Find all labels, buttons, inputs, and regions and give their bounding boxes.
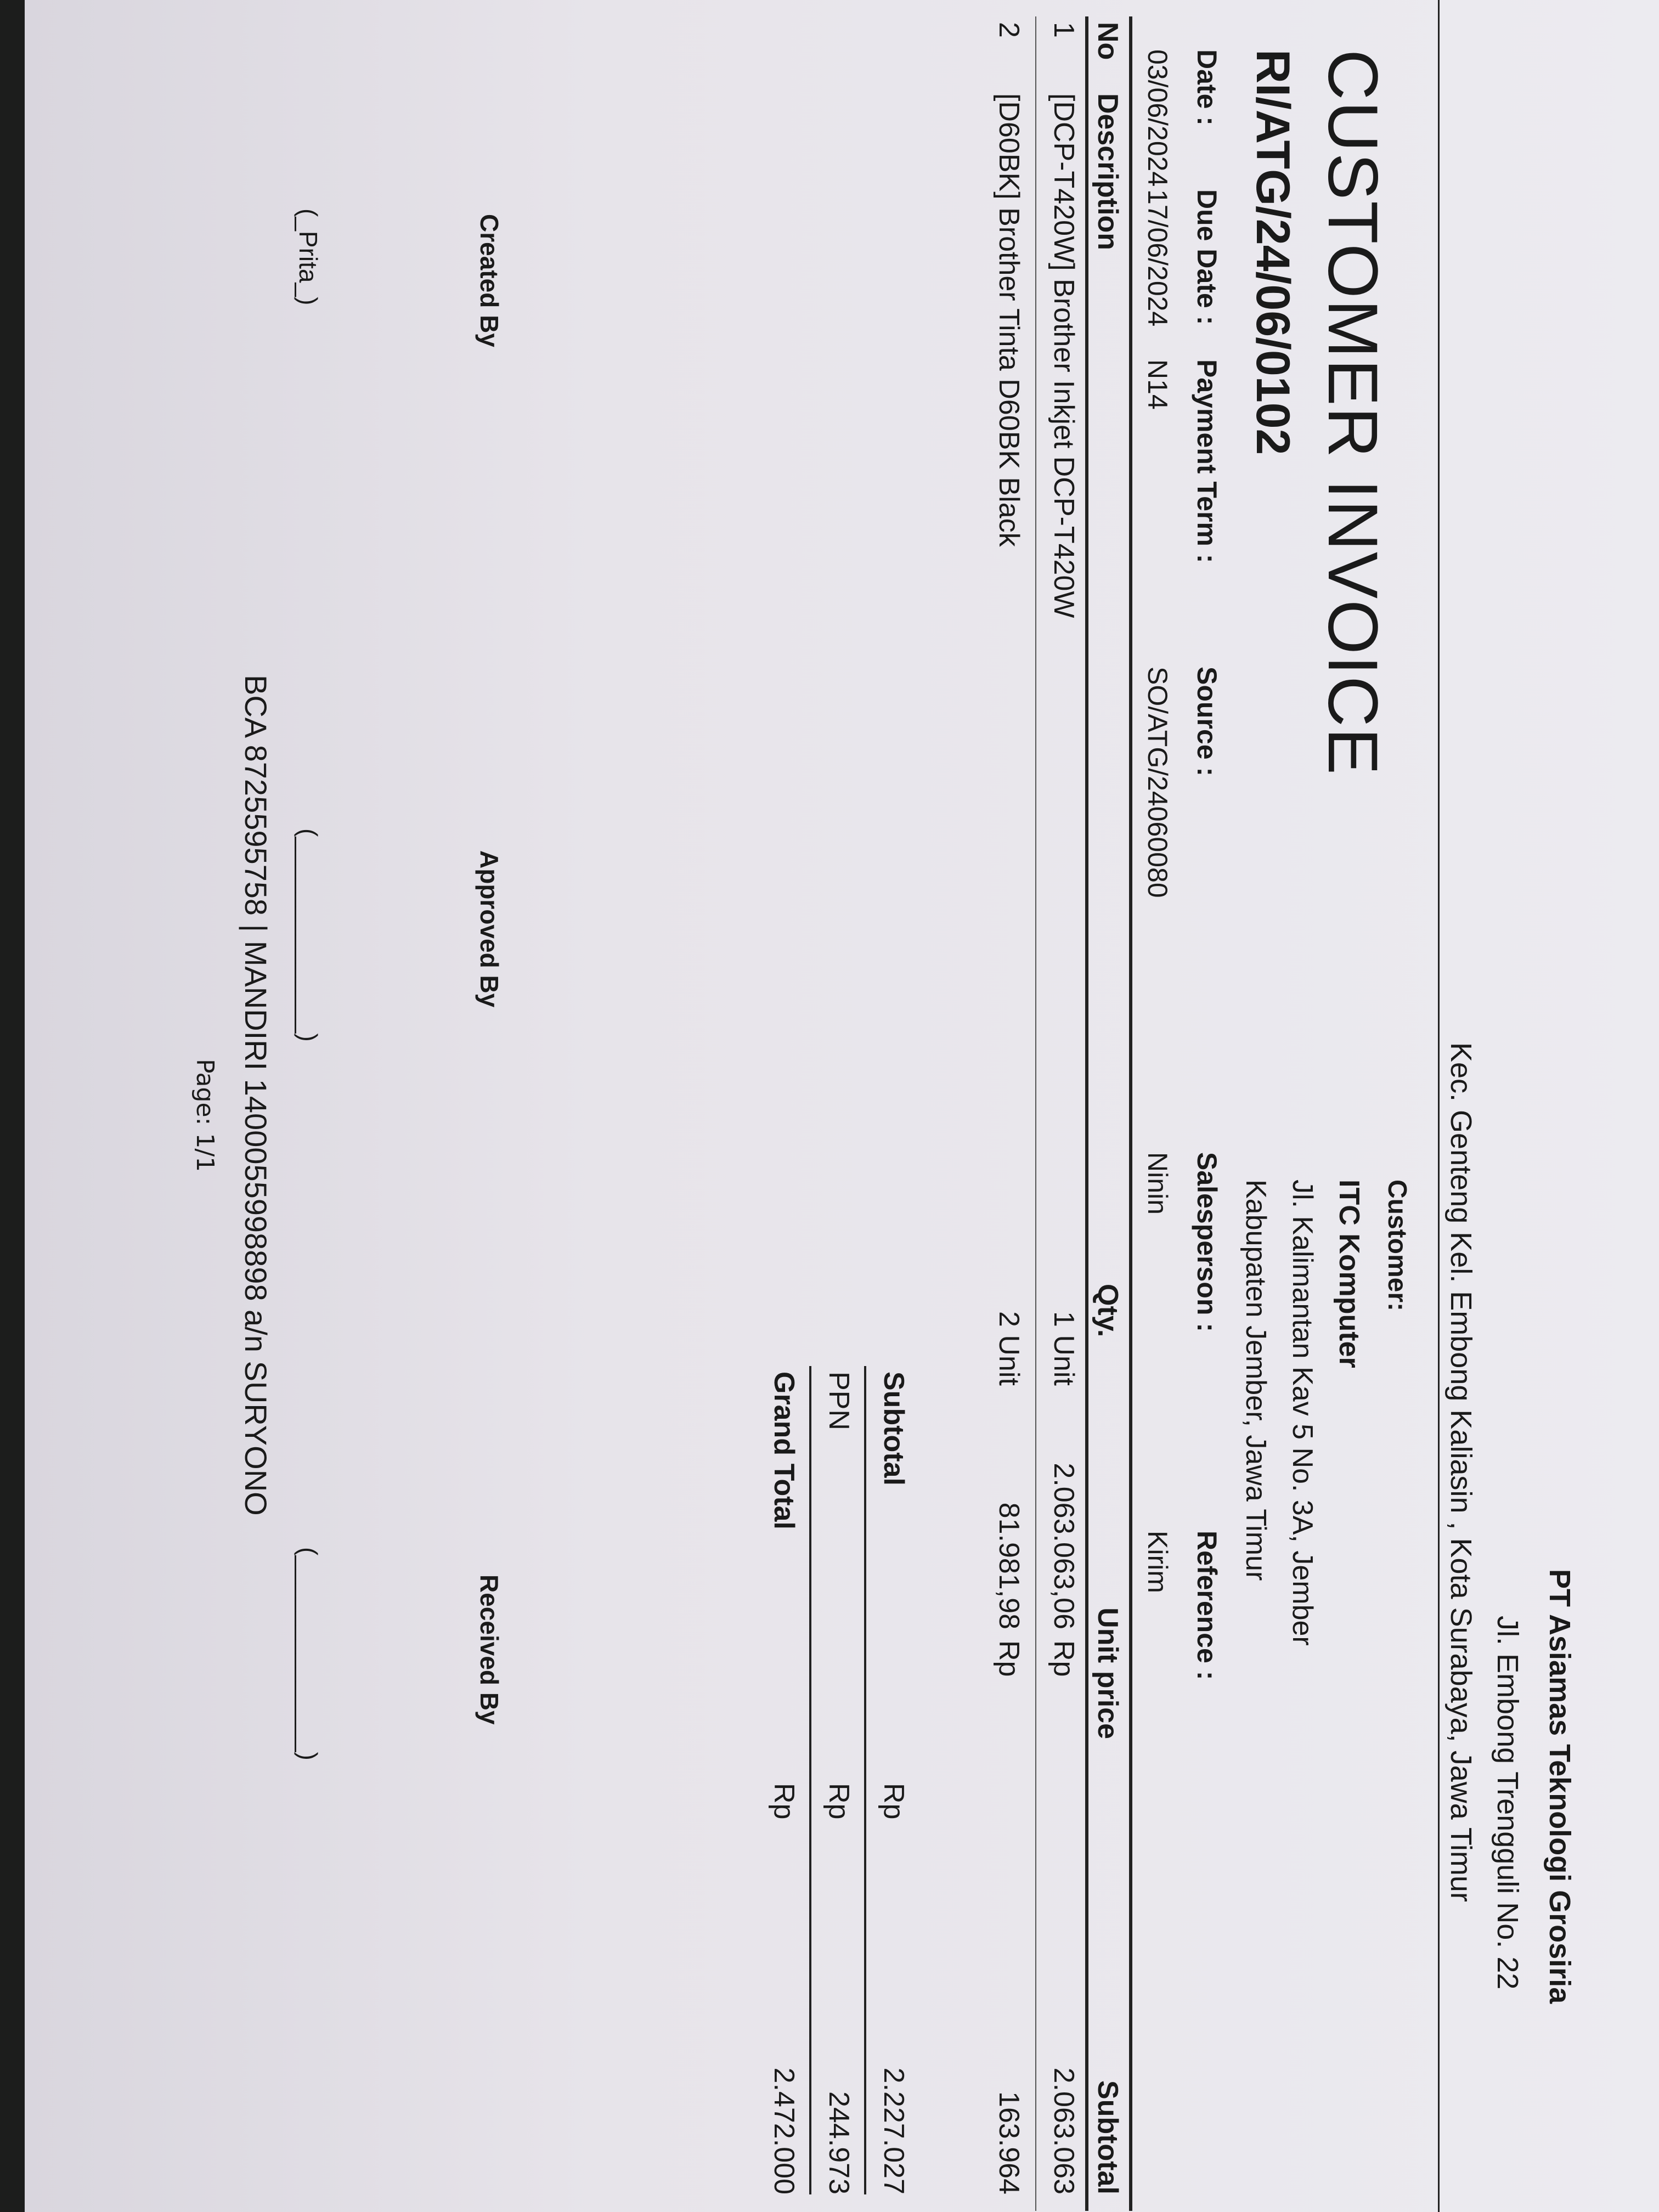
grand-total-value: 2.472.000: [768, 2067, 800, 2194]
customer-name: ITC Komputer: [1333, 1180, 1365, 1368]
invoice-paper: [25, 0, 1659, 2212]
payment-term-value: N14: [1142, 359, 1173, 410]
document-title: CUSTOMER INVOICE: [1313, 49, 1392, 776]
totals-rule-2: [809, 1366, 811, 2194]
totals-ppn-value: 244.973: [823, 2091, 855, 2194]
page-number: Page: 1/1: [191, 1059, 219, 1172]
row2-qty: 2 Unit: [993, 1311, 1025, 1386]
invoice-sheet: [25, 0, 1659, 2212]
row1-no: 1: [1048, 22, 1080, 38]
reference-label: Reference :: [1192, 1531, 1222, 1680]
row1-subtotal: 2.063.063: [1048, 2067, 1080, 2194]
source-label: Source :: [1192, 667, 1222, 777]
row2-subtotal: 163.964: [993, 2091, 1025, 2194]
approved-by-name: (______________): [294, 828, 323, 1042]
row2-currency: Rp: [993, 1640, 1025, 1677]
due-date-value: 17/06/2024: [1142, 189, 1173, 327]
bank-account-info: BCA 8725595758 | MANDIRI 1400055998898 a/n SURYONO: [239, 675, 273, 1516]
grand-total-currency: Rp: [768, 1783, 800, 1820]
col-header-qty: Qty.: [1092, 1284, 1124, 1338]
col-header-subtotal: Subtotal: [1092, 2080, 1124, 2194]
totals-subtotal-currency: Rp: [878, 1783, 910, 1820]
table-header-rule: [1085, 16, 1088, 2211]
row1-currency: Rp: [1048, 1640, 1080, 1677]
received-by-label: Received By: [475, 1575, 504, 1725]
row1-description: [DCP-T420W] Brother Inkjet DCP-T420W: [1048, 93, 1080, 618]
totals-subtotal-label: Subtotal: [878, 1372, 910, 1486]
reference-value: Kirim: [1142, 1531, 1173, 1593]
date-label: Date :: [1192, 49, 1222, 126]
date-value: 03/06/2024: [1142, 49, 1173, 187]
totals-subtotal-value: 2.227.027: [878, 2067, 910, 2194]
due-date-label: Due Date :: [1192, 189, 1222, 325]
customer-label: Customer:: [1383, 1180, 1412, 1312]
company-address-line1: Jl. Embong Trengguli No. 22: [1491, 1616, 1524, 1990]
row2-unit-price: 81.981,98: [993, 1502, 1025, 1629]
customer-address-line1: Jl. Kalimantan Kav 5 No. 3A, Jember: [1286, 1180, 1318, 1646]
row1-qty: 1 Unit: [1048, 1311, 1080, 1386]
salesperson-value: Ninin: [1142, 1152, 1173, 1215]
col-header-no: No: [1092, 22, 1124, 60]
document-number: RI/ATG/24/06/0102: [1246, 49, 1299, 455]
source-value: SO/ATG/24060080: [1142, 667, 1173, 898]
row1-unit-price: 2.063.063,06: [1048, 1463, 1080, 1629]
created-by-label: Created By: [475, 214, 504, 347]
customer-address-line2: Kabupaten Jember, Jawa Timur: [1240, 1180, 1272, 1581]
row2-description: [D60BK] Brother Tinta D60BK Black: [993, 93, 1025, 547]
grand-total-label: Grand Total: [768, 1372, 800, 1530]
table-top-rule: [1129, 16, 1132, 2211]
approved-by-label: Approved By: [475, 850, 504, 1008]
header-divider: [1438, 0, 1440, 2212]
row2-no: 2: [993, 22, 1025, 38]
company-address-line2: Kec. Genteng Kel. Embong Kaliasin , Kota Surabaya, Jawa Timur: [1444, 1042, 1477, 1902]
received-by-name: (______________): [294, 1547, 323, 1760]
row-divider: [1035, 16, 1036, 2211]
totals-rule-1: [864, 1366, 866, 2194]
totals-ppn-currency: Rp: [823, 1783, 855, 1820]
totals-ppn-label: PPN: [823, 1372, 855, 1430]
created-by-name: (_Prita_): [294, 208, 323, 306]
company-name: PT Asiamas Teknologi Grosiria: [1543, 1569, 1576, 2004]
col-header-unit-price: Unit price: [1092, 1607, 1124, 1739]
payment-term-label: Payment Term :: [1192, 359, 1222, 563]
col-header-description: Description: [1092, 93, 1124, 251]
salesperson-label: Salesperson :: [1192, 1152, 1222, 1332]
